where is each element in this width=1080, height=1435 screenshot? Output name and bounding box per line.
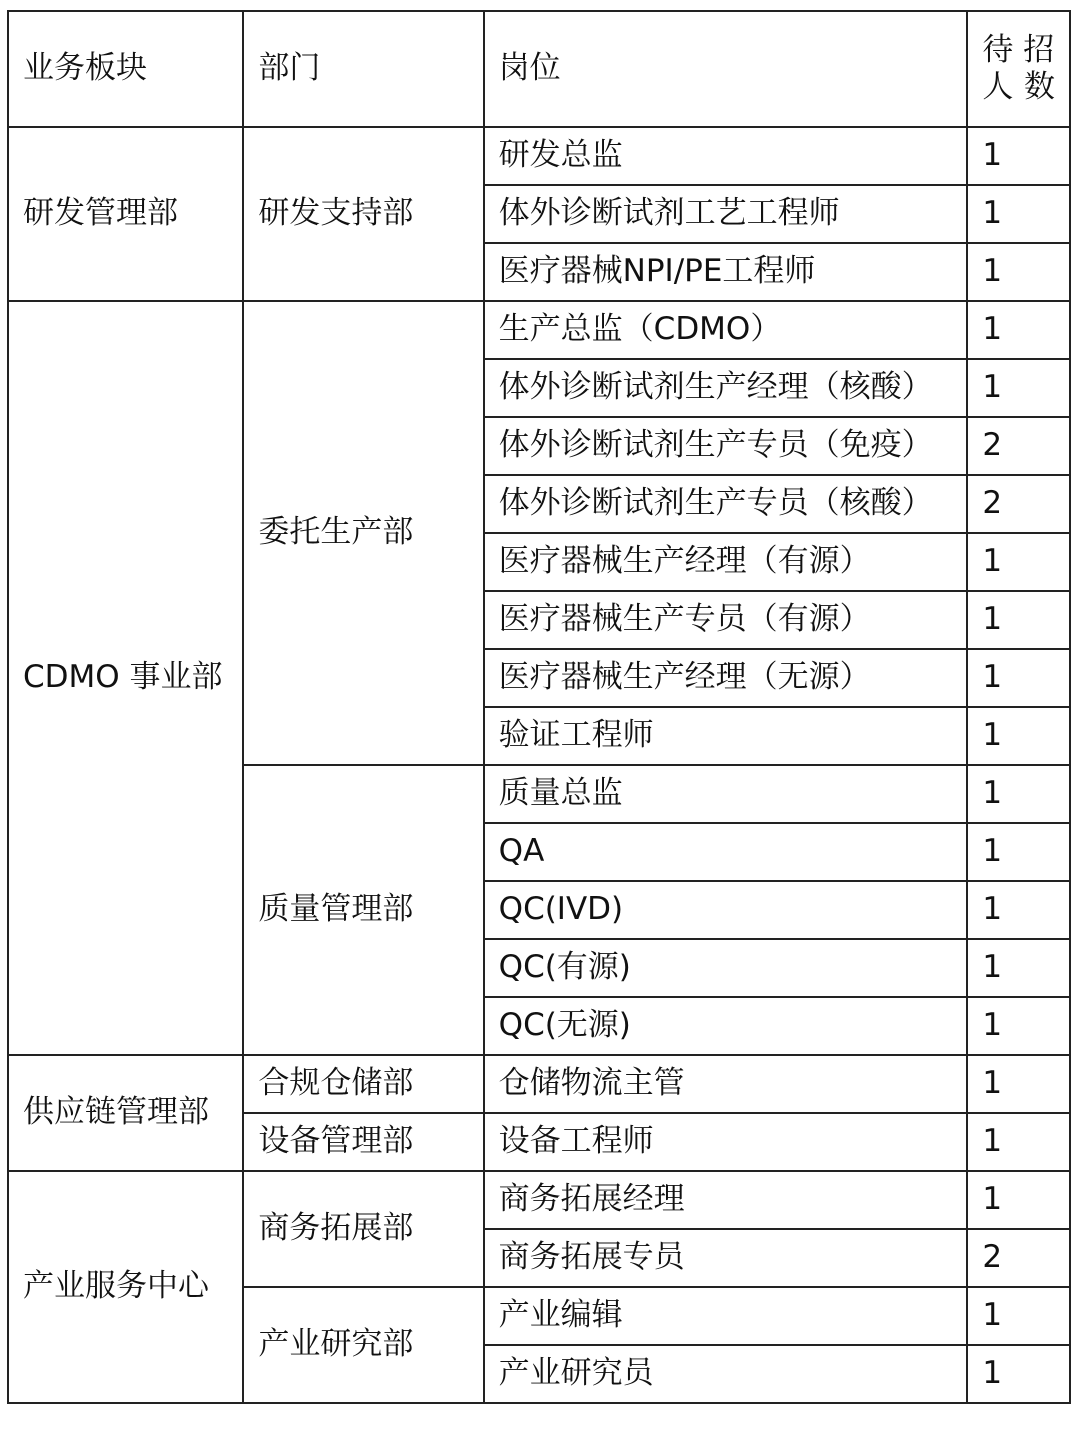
segment-cell: CDMO 事业部: [8, 301, 243, 1055]
position-cell: 仓储物流主管: [484, 1055, 968, 1113]
position-cell: 产业编辑: [484, 1287, 968, 1345]
header-count: 待 招 人 数: [967, 11, 1070, 127]
department-cell: 质量管理部: [243, 765, 483, 1055]
position-cell: 商务拓展专员: [484, 1229, 968, 1287]
position-cell: 体外诊断试剂生产专员（免疫）: [484, 417, 968, 475]
department-cell: 委托生产部: [243, 301, 483, 765]
count-cell: 1: [967, 997, 1070, 1055]
position-cell: 医疗器械生产经理（无源）: [484, 649, 968, 707]
table-body: [8, 11, 1070, 1403]
segment-cell: 供应链管理部: [8, 1055, 243, 1171]
position-cell: QC(有源): [484, 939, 968, 997]
count-cell: 2: [967, 417, 1070, 475]
recruitment-table: [7, 10, 1071, 1404]
position-cell: 体外诊断试剂工艺工程师: [484, 185, 968, 243]
count-cell: 2: [967, 1229, 1070, 1287]
count-cell: 1: [967, 185, 1070, 243]
department-cell: 研发支持部: [243, 127, 483, 301]
department-cell: 设备管理部: [243, 1113, 483, 1171]
table-row: [8, 1055, 1070, 1113]
count-cell: 1: [967, 765, 1070, 823]
position-cell: 验证工程师: [484, 707, 968, 765]
count-cell: 1: [967, 649, 1070, 707]
position-cell: 体外诊断试剂生产专员（核酸）: [484, 475, 968, 533]
count-cell: 1: [967, 359, 1070, 417]
count-cell: 1: [967, 301, 1070, 359]
header-department: 部门: [243, 11, 483, 127]
count-cell: 1: [967, 127, 1070, 185]
count-cell: 1: [967, 243, 1070, 301]
header-position: 岗位: [484, 11, 968, 127]
position-cell: QC(IVD): [484, 881, 968, 939]
count-cell: 1: [967, 939, 1070, 997]
position-cell: 医疗器械生产经理（有源）: [484, 533, 968, 591]
position-cell: 医疗器械NPI/PE工程师: [484, 243, 968, 301]
count-cell: 1: [967, 1345, 1070, 1403]
count-cell: 1: [967, 1171, 1070, 1229]
header-segment: 业务板块: [8, 11, 243, 127]
count-cell: 1: [967, 1055, 1070, 1113]
department-cell: 产业研究部: [243, 1287, 483, 1403]
count-cell: 1: [967, 707, 1070, 765]
table-row: [8, 301, 1070, 359]
segment-cell: 产业服务中心: [8, 1171, 243, 1403]
position-cell: 产业研究员: [484, 1345, 968, 1403]
count-cell: 1: [967, 533, 1070, 591]
table-row: [8, 127, 1070, 185]
count-cell: 1: [967, 1287, 1070, 1345]
count-cell: 1: [967, 881, 1070, 939]
position-cell: 商务拓展经理: [484, 1171, 968, 1229]
count-cell: 1: [967, 823, 1070, 881]
position-cell: QC(无源): [484, 997, 968, 1055]
position-cell: 质量总监: [484, 765, 968, 823]
table-header-row: [8, 11, 1070, 127]
count-cell: 1: [967, 591, 1070, 649]
department-cell: 合规仓储部: [243, 1055, 483, 1113]
count-cell: 1: [967, 1113, 1070, 1171]
position-cell: 生产总监（CDMO）: [484, 301, 968, 359]
count-cell: 2: [967, 475, 1070, 533]
department-cell: 商务拓展部: [243, 1171, 483, 1287]
position-cell: 体外诊断试剂生产经理（核酸）: [484, 359, 968, 417]
position-cell: 设备工程师: [484, 1113, 968, 1171]
position-cell: 研发总监: [484, 127, 968, 185]
segment-cell: 研发管理部: [8, 127, 243, 301]
position-cell: QA: [484, 823, 968, 881]
table-row: [8, 1171, 1070, 1229]
position-cell: 医疗器械生产专员（有源）: [484, 591, 968, 649]
